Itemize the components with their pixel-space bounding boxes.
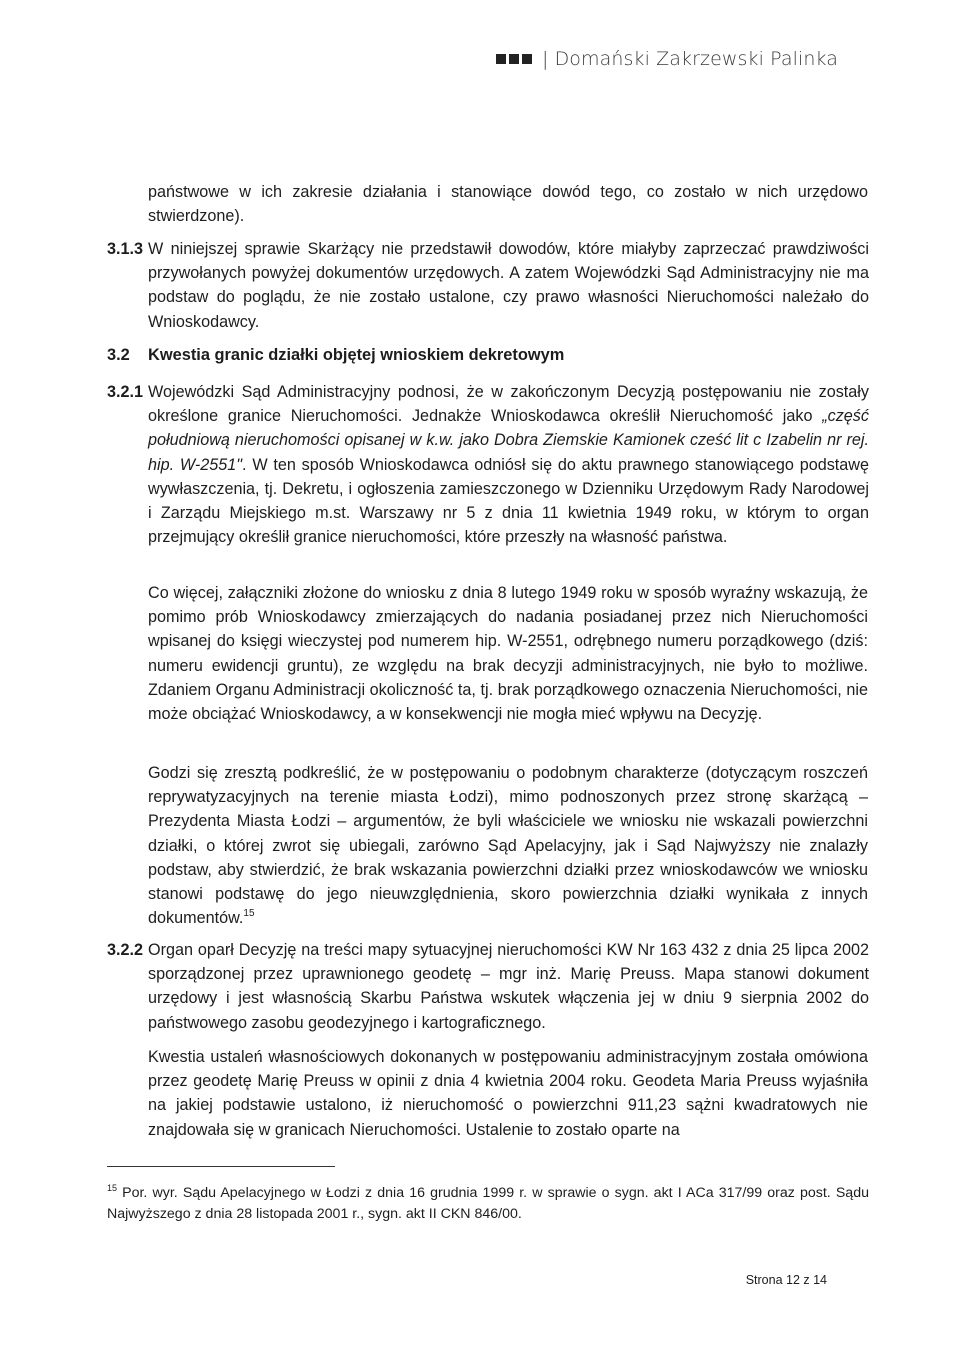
footnote-reference: 15 bbox=[243, 908, 255, 920]
heading-number: 3.2 bbox=[107, 346, 130, 364]
section-number: 3.2.1 bbox=[107, 383, 144, 401]
text-part: Wojewódzki Sąd Administracyjny podnosi, że w zakończonym Decyzją postępowaniu nie zostały określone granice Nieruchomości. Jednakże Wnioskodawca określił Nieruchomość jako bbox=[148, 383, 869, 426]
page-header bbox=[496, 48, 838, 70]
paragraph-godzi bbox=[148, 761, 868, 930]
page-number: Strona 12 z 14 bbox=[745, 1273, 827, 1287]
header-separator: | bbox=[542, 48, 549, 70]
firm-name: Domański Zakrzewski Palinka bbox=[554, 48, 838, 70]
section-3-2-2 bbox=[107, 938, 869, 1035]
section-text: W niniejszej sprawie Skarżący nie przedstawił dowodów, które miałyby zaprzeczać prawdziwości przywołanych powyżej dokumentów urzędowych. A zatem Wojewódzki Sąd Administracyjny nie ma podstaw do poglądu, że nie zostało ustalone, czy prawo własności Nieruchomości należało do Wnioskodawcy. bbox=[148, 240, 869, 331]
paragraph-text: Godzi się zresztą podkreślić, że w postępowaniu o podobnym charakterze (dotyczącym roszczeń reprywatyzacyjnych na terenie miasta Łodzi), mimo podnoszonych przez stronę skarżącą – Prezydenta Miasta Łodzi – argumentów, że byli właściciele we wniosku nie wskazali powierzchni działki, o której zwrot się ubiegali, zarówno Sąd Apelacyjny, jak i Sąd Najwyższy nie znalazły podstaw, aby stwierdzić, że brak wskazania powierzchni działki przez wnioskodawców we wniosku stanowi podstawę do jego nieuwzględnienia, skoro powierzchnia działki wynikała z innych dokumentów. bbox=[148, 764, 868, 928]
footnote-number: 15 bbox=[107, 1183, 118, 1193]
intro-paragraph: państwowe w ich zakresie działania i stanowiące dowód tego, co zostało w nich urzędowo stwierdzone). bbox=[148, 183, 868, 226]
section-3-2-1 bbox=[107, 380, 869, 549]
paragraph-kwestia: Kwestia ustaleń własnościowych dokonanych w postępowaniu administracyjnym została omówiona przez geodetę Marię Preuss w opinii z dnia 4 kwietnia 2004 roku. Geodeta Maria Preuss wyjaśniła na jakiej podstawie ustalono, iż nieruchomość o powierzchni 911,23 sążni kwadratowych nie znajdowała się w granicach Nieruchomości. Ustalenie to zostało oparte na bbox=[148, 1048, 868, 1139]
heading-title: Kwestia granic działki objętej wnioskiem dekretowym bbox=[148, 346, 565, 364]
section-number: 3.2.2 bbox=[107, 941, 144, 959]
section-heading-3-2 bbox=[107, 346, 564, 365]
text-part: . W ten sposób Wnioskodawca odniósł się do aktu prawnego stanowiącego podstawę wywłaszczenia, tj. Dekretu, i ogłoszenia zamieszczonego w Dzienniku Urzędowym Rady Narodowej i Zarządu Miejskiego m.st. Warszawy nr 5 z dnia 11 kwietnia 1949 roku, w którym to organ przejmujący określił granice nieruchomości, które przeszły na własność państwa. bbox=[148, 455, 869, 547]
quoted-description: „część południową nieruchomości opisanej w k.w. jako Dobra Ziemskie Kamionek cześć lit c Izabelin nr rej. hip. W-2551" bbox=[148, 407, 869, 474]
footnote-divider bbox=[107, 1166, 335, 1167]
footnote-text: Por. wyr. Sądu Apelacyjnego w Łodzi z dnia 16 grudnia 1999 r. w sprawie o sygn. akt I ACa 317/99 oraz post. Sądu Najwyższego z dnia 28 listopada 2001 r., sygn. akt II CKN 846/00. bbox=[107, 1185, 869, 1222]
section-3-1-3 bbox=[107, 237, 869, 334]
section-text bbox=[148, 380, 869, 549]
firm-logo-squares bbox=[496, 54, 532, 64]
paragraph-co-wiecej: Co więcej, załączniki złożone do wniosku z dnia 8 lutego 1949 roku w sposób wyraźny wskazują, że pomimo prób Wnioskodawcy zmierzających do nadania posiadanej przez nich Nieruchomości wpisanej do księgi wieczystej pod numerem hip. W-2551, odrębnego numeru porządkowego (dziś: numeru ewidencji gruntu), ze względu na brak decyzji administracyjnych, nie było to możliwe. Zdaniem Organu Administracji okoliczność ta, tj. brak porządkowego oznaczenia Nieruchomości, nie może obciążać Wnioskodawcy, a w konsekwencji nie mogła mieć wpływu na Decyzję. bbox=[148, 584, 868, 724]
section-text: Organ oparł Decyzję na treści mapy sytuacyjnej nieruchomości KW Nr 163 432 z dnia 25 lipca 2002 sporządzonej przez uprawnionego geodetę – mgr inż. Marię Preuss. Mapa stanowi dokument urzędowy i jest własnością Skarbu Państwa wskutek włączenia jej w dniu 9 sierpnia 2002 do państwowego zasobu geodezyjnego i kartograficznego. bbox=[148, 941, 869, 1032]
section-number: 3.1.3 bbox=[107, 240, 144, 258]
footnote bbox=[107, 1183, 869, 1225]
